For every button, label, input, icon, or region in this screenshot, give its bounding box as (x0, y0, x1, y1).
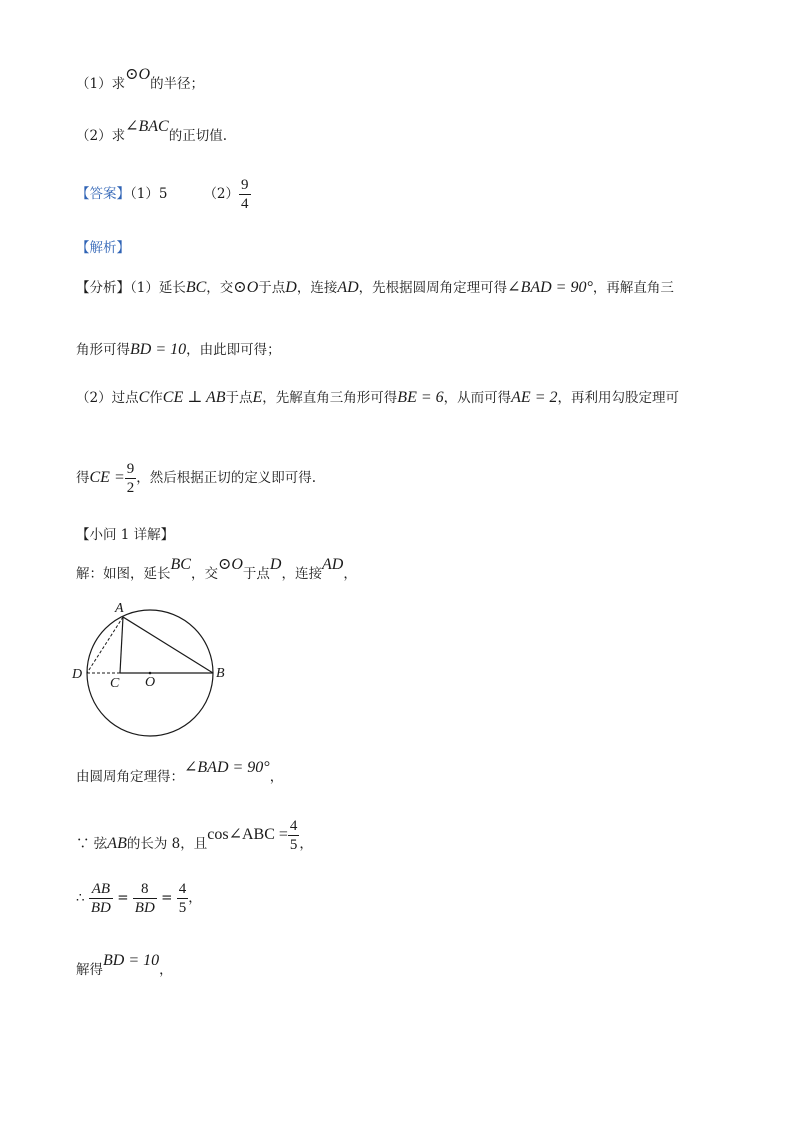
analysis-line-4: 得CE = $\frac{9}{2}$ ，然后根据正切的定义即可得. (76, 461, 317, 496)
answer-line: 【答案】（1）5 （2） $\frac{9}{4}$ (76, 177, 249, 212)
solution-line-3: ∵ 弦AB的长为 8，且cos∠ABC = $\frac{4}{5}$ ， (76, 818, 313, 853)
solution-line-1: 解：如图，延长BC，交⊙O于点D，连接AD， (76, 556, 357, 582)
circle-figure (70, 598, 240, 758)
analysis-line-3: （2）过点C作CE ⊥ AB于点E，先解直角三角形可得BE = 6，从而可得AE = 2，再利用勾股定理可 (76, 389, 679, 406)
label-o: O (145, 675, 156, 690)
answer-fraction: $\frac{9}{4}$ (241, 177, 249, 212)
segment-ad (87, 617, 123, 673)
cos-expression: cos∠ABC = $\frac{4}{5}$ (207, 818, 298, 853)
circle-o-symbol: ⊙O (125, 66, 151, 83)
label-a: A (115, 601, 124, 616)
solution-line-4: ∴ $\frac{AB}{BD}$ = $\frac{8}{BD}$ = $\frac{4}{5}$ ， (76, 881, 202, 916)
angle-bac: ∠BAC (125, 118, 169, 135)
label-d: D (72, 667, 83, 682)
ce-fraction: $\frac{9}{2}$ (126, 461, 135, 496)
solution-line-2: 由圆周角定理得：∠BAD = 90°， (76, 759, 284, 785)
xiaowen-label: 【小问 1 详解】 (76, 527, 175, 543)
answer-label: 【答案】 (76, 186, 130, 202)
segment-ab (123, 617, 213, 673)
question-2: （2）求∠BAC的正切值. (76, 118, 228, 144)
label-c: C (110, 676, 120, 691)
solution-line-5: 解得BD = 10， (76, 952, 173, 978)
analysis-line-2: 角形可得BD = 10，由此即可得； (76, 341, 281, 358)
jiexi-label: 【解析】 (76, 240, 130, 256)
question-1: （1）求⊙O的半径； (76, 66, 205, 92)
segment-ac (120, 617, 123, 673)
analysis-line-1: 【分析】（1）延长BC，交⊙O于点D，连接AD，先根据圆周角定理可得∠BAD = 90°，再解直角三 (76, 279, 674, 296)
label-b: B (216, 666, 225, 681)
